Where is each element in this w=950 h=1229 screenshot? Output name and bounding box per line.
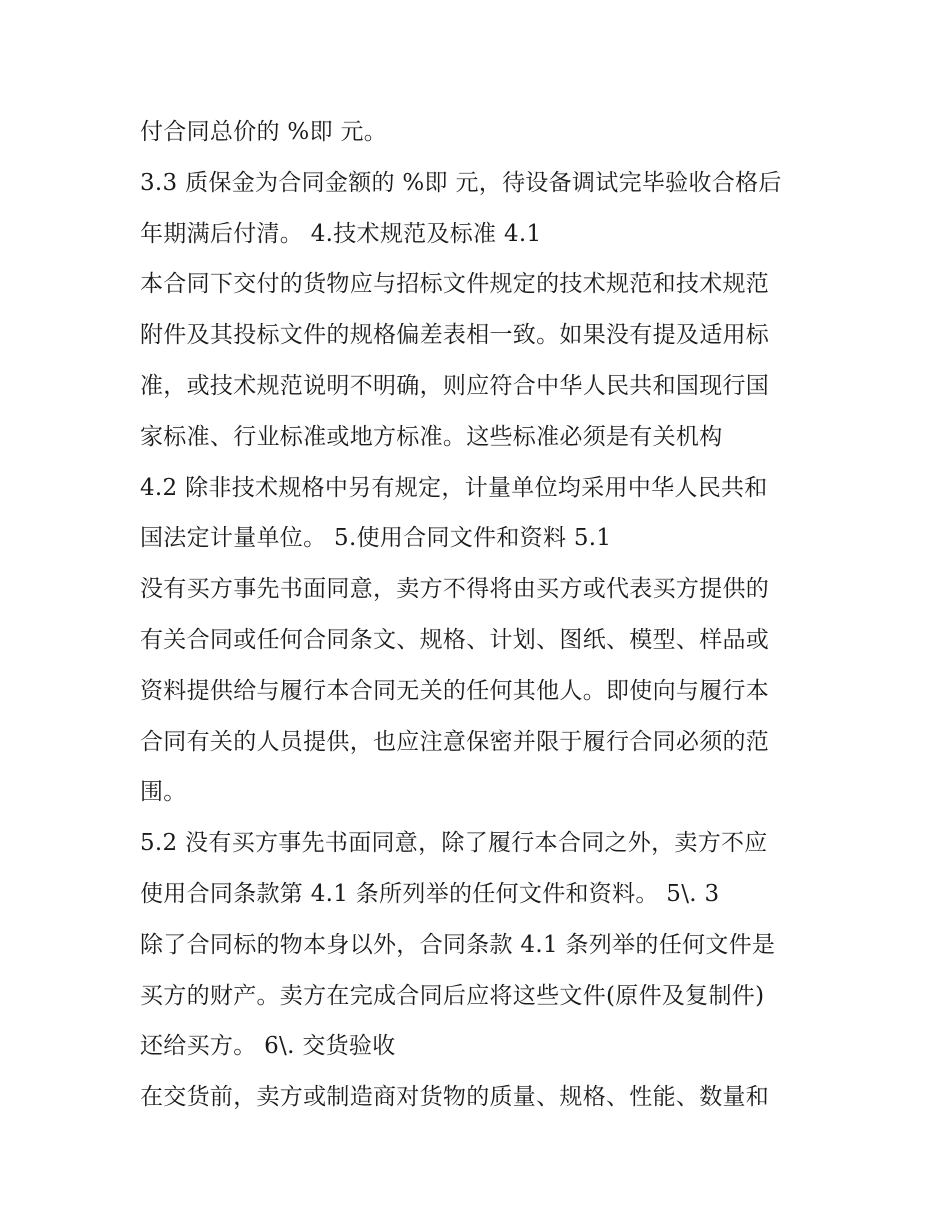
text-line: 除了合同标的物本身以外，合同条款 4.1 条列举的任何文件是: [140, 931, 776, 958]
text-line: 有关合同或任何合同条文、规格、计划、图纸、模型、样品或: [140, 626, 770, 653]
text-line: 在交货前，卖方或制造商对货物的质量、规格、性能、数量和: [140, 1084, 770, 1111]
text-line: 本合同下交付的货物应与招标文件规定的技术规范和技术规范: [140, 271, 770, 298]
text-line: 附件及其投标文件的规格偏差表相一致。如果没有提及适用标: [140, 322, 770, 349]
text-line: 家标准、行业标准或地方标准。这些标准必须是有关机构: [140, 423, 723, 450]
text-line: 年期满后付清。 4.技术规范及标准 4.1: [140, 220, 542, 247]
text-line: 3.3 质保金为合同金额的 %即 元，待设备调试完毕验收合格后: [140, 169, 782, 196]
text-line: 国法定计量单位。 5.使用合同文件和资料 5.1: [140, 525, 612, 552]
text-line: 围。: [140, 779, 187, 806]
text-line: 没有买方事先书面同意，卖方不得将由买方或代表买方提供的: [140, 576, 770, 603]
text-line: 使用合同条款第 4.1 条所列举的任何文件和资料。 5\. 3: [140, 880, 720, 907]
text-line: 资料提供给与履行本合同无关的任何其他人。即使向与履行本: [140, 677, 770, 704]
text-line: 4.2 除非技术规格中另有规定，计量单位均采用中华人民共和: [140, 474, 768, 501]
body-text: [140, 107, 830, 1123]
text-line: 合同有关的人员提供，也应注意保密并限于履行合同必须的范: [140, 728, 770, 755]
text-line: 付合同总价的 %即 元。: [140, 119, 388, 145]
text-line: 准，或技术规范说明不明确，则应符合中华人民共和国现行国: [140, 372, 770, 399]
text-line: 还给买方。 6\. 交货验收: [140, 1033, 396, 1060]
text-line: 买方的财产。卖方在完成合同后应将这些文件(原件及复制件): [140, 982, 765, 1009]
text-line: 5.2 没有买方事先书面同意，除了履行本合同之外，卖方不应: [140, 830, 768, 857]
